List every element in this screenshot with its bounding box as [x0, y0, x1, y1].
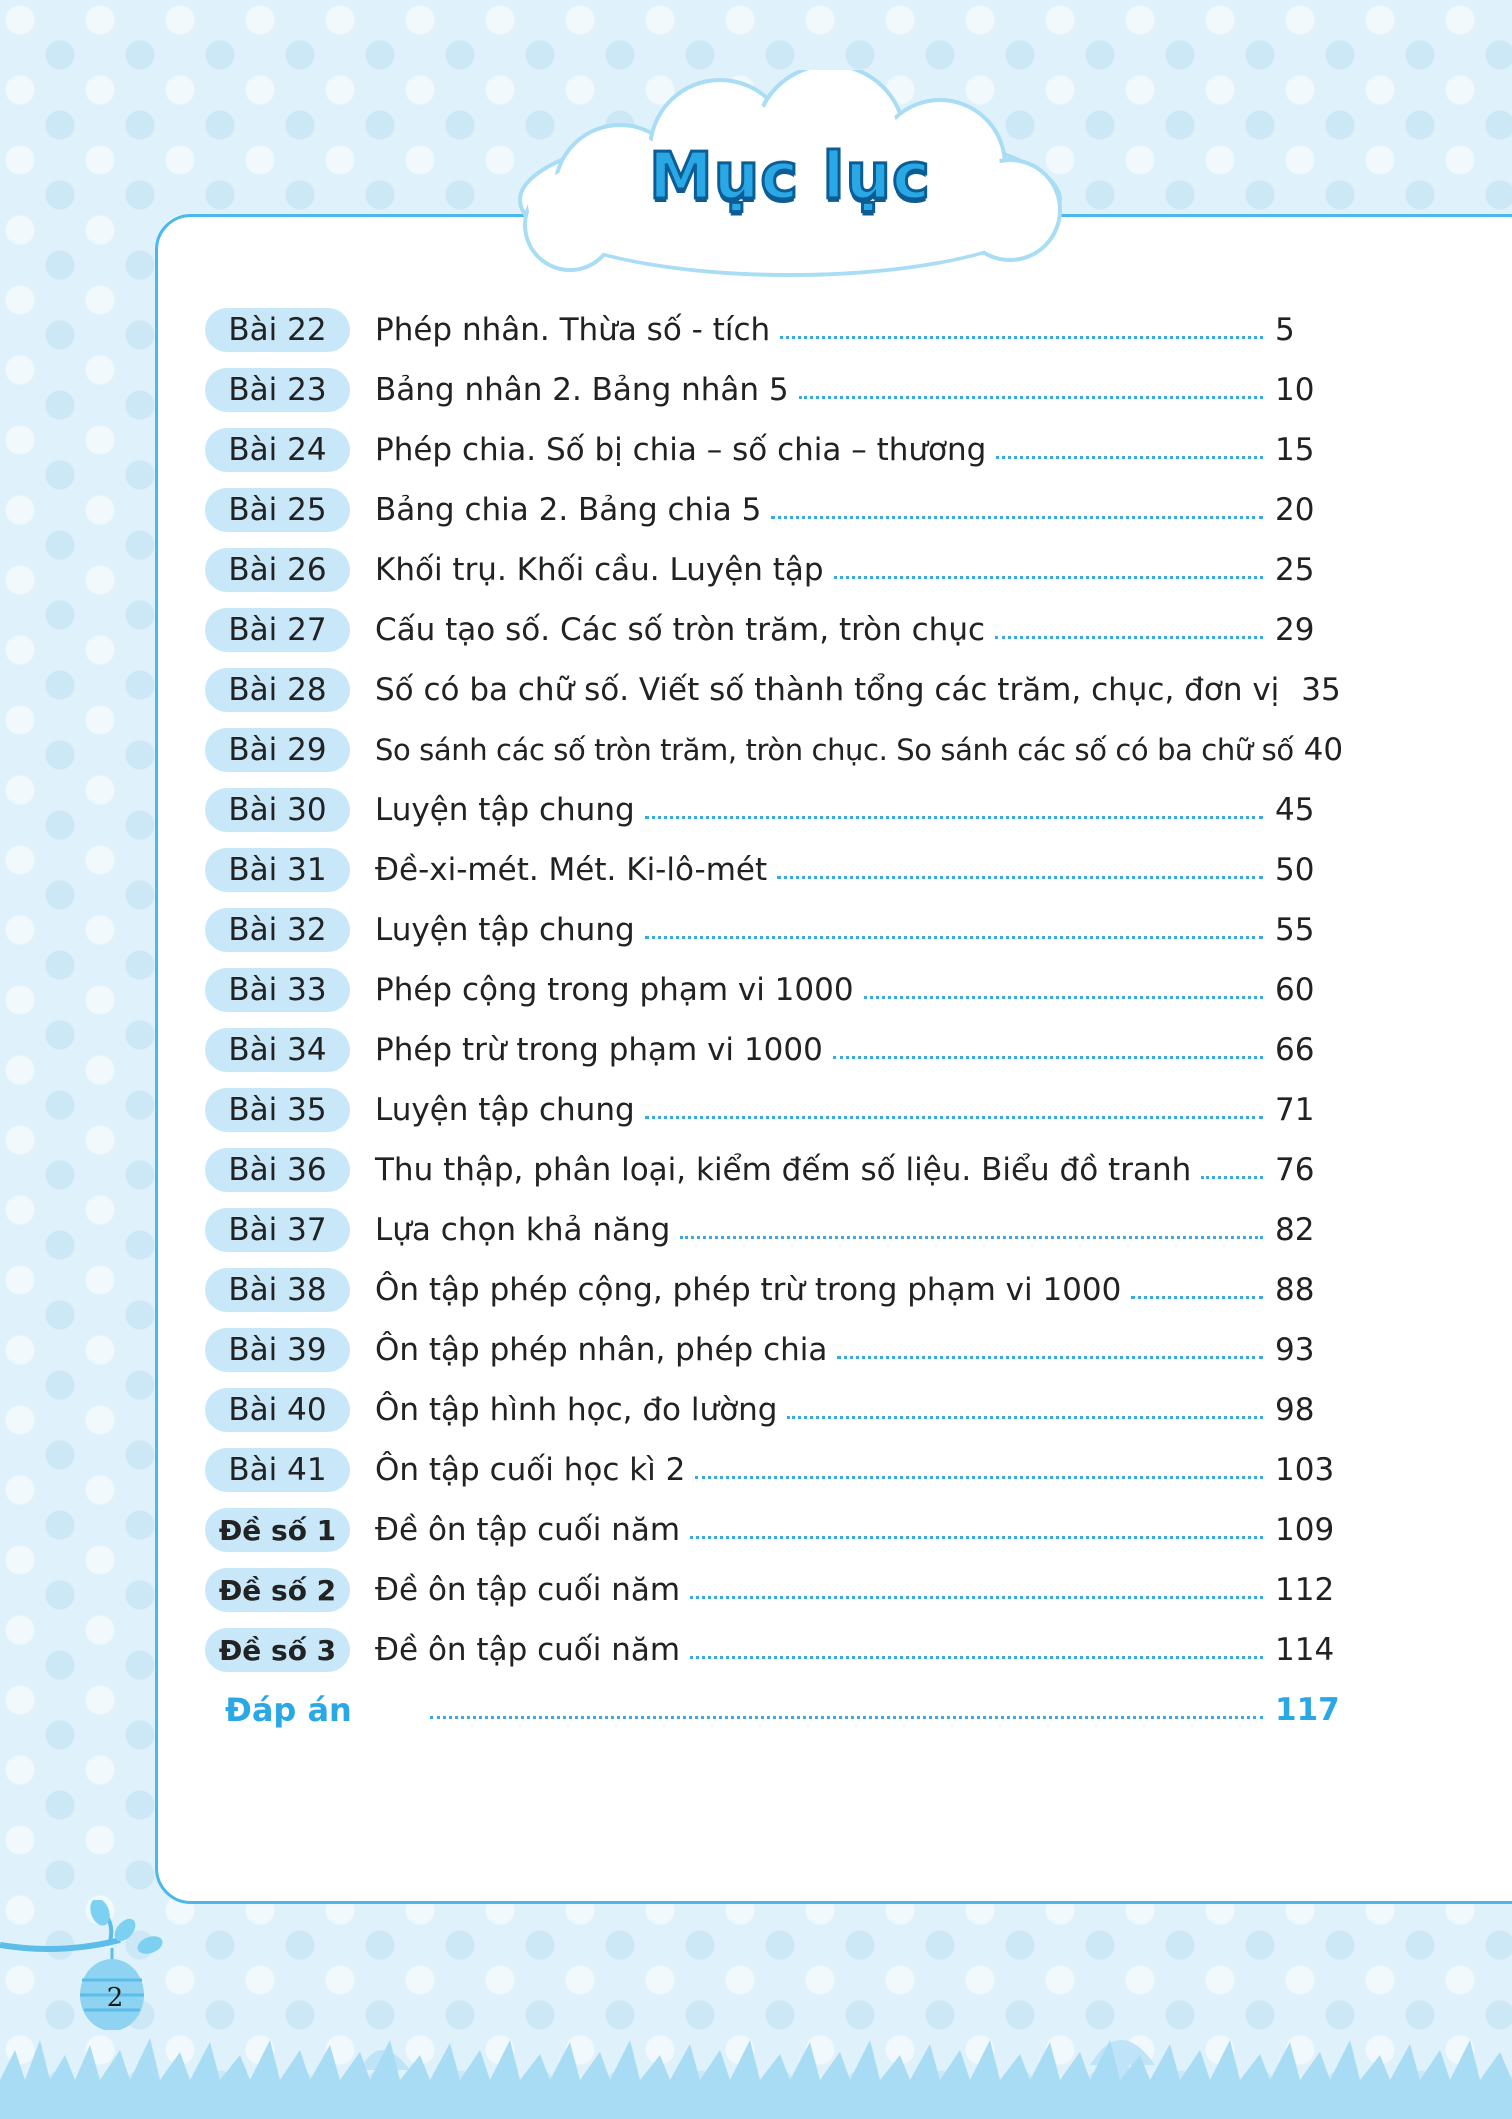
lesson-title: Ôn tập hình học, đo lường [375, 1392, 778, 1428]
lesson-badge: Bài 35 [205, 1088, 350, 1132]
page-ref: 82 [1275, 1212, 1315, 1248]
page-ref: 5 [1275, 312, 1295, 348]
lesson-badge: Bài 27 [205, 608, 350, 652]
answer-row [205, 1680, 1340, 1740]
dot-leader [771, 513, 1263, 519]
lesson-title: Phép cộng trong phạm vi 1000 [375, 972, 854, 1008]
lesson-badge: Bài 26 [205, 548, 350, 592]
toc-row [205, 780, 1335, 840]
dot-leader [780, 333, 1263, 339]
toc-row [205, 600, 1335, 660]
lesson-title: Ôn tập phép cộng, phép trừ trong phạm vi 1000 [375, 1272, 1122, 1308]
toc-row [205, 1260, 1335, 1320]
page-ref: 40 [1303, 732, 1344, 768]
lesson-title: Phép chia. Số bị chia – số chia – thương [375, 432, 987, 468]
lesson-badge: Bài 33 [205, 968, 350, 1012]
answer-page: 117 [1275, 1692, 1340, 1728]
page-ref: 10 [1275, 372, 1315, 408]
lesson-title: Bảng chia 2. Bảng chia 5 [375, 492, 762, 528]
lesson-badge: Bài 31 [205, 848, 350, 892]
lesson-badge: Bài 30 [205, 788, 350, 832]
lesson-title: Luyện tập chung [375, 1092, 635, 1128]
lesson-title: Lựa chọn khả năng [375, 1212, 671, 1248]
page-ref: 71 [1275, 1092, 1315, 1128]
dot-leader [787, 1413, 1263, 1419]
toc-row [205, 1200, 1335, 1260]
toc-row [205, 1080, 1335, 1140]
lesson-badge: Bài 41 [205, 1448, 350, 1492]
page-ref: 45 [1275, 792, 1315, 828]
page-ref: 35 [1301, 672, 1341, 708]
dot-leader [690, 1593, 1263, 1599]
dot-leader [995, 633, 1263, 639]
dot-leader [645, 1113, 1263, 1119]
toc-row [205, 720, 1344, 780]
dot-leader [837, 1353, 1263, 1359]
toc-row [205, 1620, 1335, 1680]
page-ref: 15 [1275, 432, 1315, 468]
lesson-badge: Bài 34 [205, 1028, 350, 1072]
toc-row [205, 1560, 1335, 1620]
lesson-title: Ôn tập cuối học kì 2 [375, 1452, 686, 1488]
toc-row [205, 1140, 1335, 1200]
exam-title: Đề ôn tập cuối năm [375, 1632, 681, 1668]
dot-leader [690, 1653, 1263, 1659]
toc-row [205, 420, 1335, 480]
lesson-badge: Bài 25 [205, 488, 350, 532]
page-ref: 88 [1275, 1272, 1315, 1308]
page-ref: 25 [1275, 552, 1315, 588]
toc-row [205, 300, 1335, 360]
page-ref: 20 [1275, 492, 1315, 528]
toc-row [205, 960, 1335, 1020]
dot-leader [833, 1053, 1263, 1059]
toc-row [205, 840, 1335, 900]
page-number: 2 [106, 1983, 124, 2013]
toc-row [205, 1440, 1335, 1500]
lesson-badge: Bài 32 [205, 908, 350, 952]
exam-badge: Đề số 1 [205, 1508, 350, 1552]
page-ref: 112 [1275, 1572, 1335, 1608]
toc-row [205, 480, 1335, 540]
page-ref: 76 [1275, 1152, 1315, 1188]
page-ref: 66 [1275, 1032, 1315, 1068]
lesson-badge: Bài 28 [205, 668, 350, 712]
lesson-badge: Bài 36 [205, 1148, 350, 1192]
lesson-title: Phép trừ trong phạm vi 1000 [375, 1032, 823, 1068]
lesson-title: So sánh các số tròn trăm, tròn chục. So sánh các số có ba chữ số [375, 733, 1294, 767]
dot-leader [645, 813, 1263, 819]
page-ref: 114 [1275, 1632, 1335, 1668]
lesson-badge: Bài 40 [205, 1388, 350, 1432]
lesson-badge: Bài 23 [205, 368, 350, 412]
lesson-badge: Bài 38 [205, 1268, 350, 1312]
page-ref: 98 [1275, 1392, 1315, 1428]
page-ref: 103 [1275, 1452, 1335, 1488]
lesson-title: Phép nhân. Thừa số - tích [375, 312, 771, 348]
page-ref: 60 [1275, 972, 1315, 1008]
lesson-title: Luyện tập chung [375, 792, 635, 828]
dot-leader [695, 1473, 1263, 1479]
page-ref: 109 [1275, 1512, 1335, 1548]
toc-row [205, 360, 1335, 420]
toc-row [205, 1320, 1335, 1380]
dot-leader [864, 993, 1263, 999]
exam-title: Đề ôn tập cuối năm [375, 1572, 681, 1608]
grass-icon [0, 2010, 1512, 2119]
lesson-title: Khối trụ. Khối cầu. Luyện tập [375, 552, 824, 588]
toc-row [205, 1020, 1335, 1080]
answer-title: Đáp án [225, 1691, 352, 1729]
dot-leader [834, 573, 1263, 579]
lesson-badge: Bài 29 [205, 728, 350, 772]
toc-row [205, 1500, 1335, 1560]
dot-leader [799, 393, 1263, 399]
lesson-title: Ôn tập phép nhân, phép chia [375, 1332, 828, 1368]
exam-badge: Đề số 2 [205, 1568, 350, 1612]
lesson-title: Đề-xi-mét. Mét. Ki-lô-mét [375, 852, 768, 888]
dot-leader [1201, 1173, 1263, 1179]
dot-leader [430, 1713, 1263, 1719]
page-ref: 50 [1275, 852, 1315, 888]
lesson-badge: Bài 22 [205, 308, 350, 352]
toc-row [205, 660, 1341, 720]
page-ref: 55 [1275, 912, 1315, 948]
toc-list [205, 300, 1344, 1740]
dot-leader [1131, 1293, 1263, 1299]
lesson-badge: Bài 24 [205, 428, 350, 472]
dot-leader [680, 1233, 1263, 1239]
exam-title: Đề ôn tập cuối năm [375, 1512, 681, 1548]
lesson-title: Bảng nhân 2. Bảng nhân 5 [375, 372, 789, 408]
toc-row [205, 900, 1335, 960]
lesson-title: Thu thập, phân loại, kiểm đếm số liệu. Biểu đồ tranh [375, 1152, 1192, 1188]
lesson-badge: Bài 37 [205, 1208, 350, 1252]
page-title: Mục lục [649, 140, 931, 214]
exam-badge: Đề số 3 [205, 1628, 350, 1672]
toc-row [205, 1380, 1335, 1440]
lesson-title: Cấu tạo số. Các số tròn trăm, tròn chục [375, 612, 986, 648]
dot-leader [690, 1533, 1263, 1539]
page-ref: 93 [1275, 1332, 1315, 1368]
dot-leader [777, 873, 1263, 879]
page-ref: 29 [1275, 612, 1315, 648]
lesson-title: Luyện tập chung [375, 912, 635, 948]
toc-row [205, 540, 1335, 600]
dot-leader [645, 933, 1263, 939]
lesson-badge: Bài 39 [205, 1328, 350, 1372]
lesson-title: Số có ba chữ số. Viết số thành tổng các trăm, chục, đơn vị [375, 672, 1280, 708]
dot-leader [996, 453, 1263, 459]
